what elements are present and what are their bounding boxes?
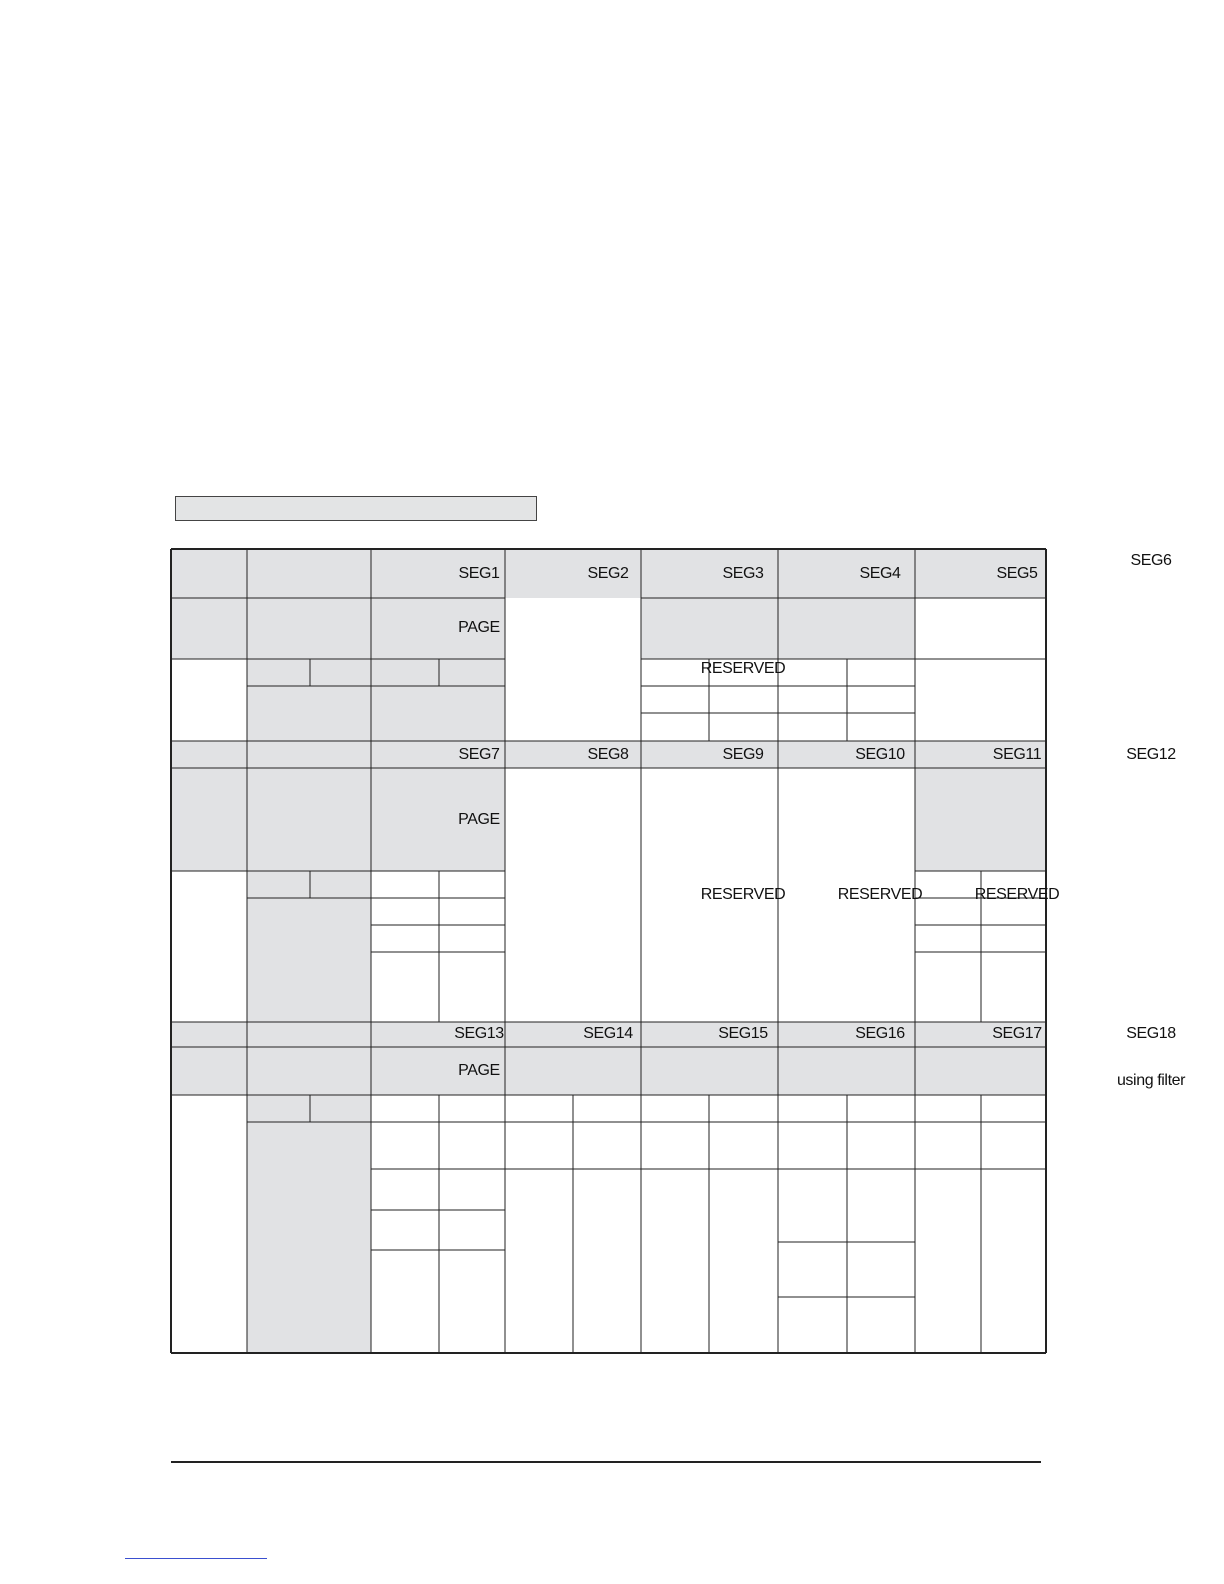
header-seg12: SEG12 <box>1126 746 1176 763</box>
section-caption-box <box>175 496 537 521</box>
header-seg14: SEG14 <box>583 1025 633 1042</box>
subheader-2a <box>247 871 371 898</box>
subheader-1b <box>371 659 505 686</box>
header-seg10: SEG10 <box>855 746 905 763</box>
header-seg3: SEG3 <box>722 565 764 582</box>
page-row-2-left <box>171 768 505 871</box>
header-seg6: SEG6 <box>1130 552 1172 569</box>
reserved-label-seg10: RESERVED <box>837 886 923 903</box>
detail-block-1 <box>247 686 505 741</box>
detail-block-2 <box>247 898 371 1022</box>
header-seg4: SEG4 <box>859 565 901 582</box>
header-seg7: SEG7 <box>458 746 500 763</box>
page-label-2: PAGE <box>458 811 500 828</box>
header-seg13: SEG13 <box>454 1025 504 1042</box>
reserved-label-seg3: RESERVED <box>700 660 786 677</box>
reserved-label-seg9: RESERVED <box>700 886 786 903</box>
page-label-1: PAGE <box>458 619 500 636</box>
header-seg11: SEG11 <box>992 746 1042 763</box>
header-seg2: SEG2 <box>587 565 629 582</box>
reserved-label-seg11: RESERVED <box>974 886 1060 903</box>
header-seg16: SEG16 <box>855 1025 905 1042</box>
segment-layout-table <box>171 548 1047 1355</box>
header-seg9: SEG9 <box>722 746 764 763</box>
header-seg15: SEG15 <box>718 1025 768 1042</box>
filter-label: using filter <box>1116 1072 1186 1089</box>
detail-block-3 <box>247 1122 371 1353</box>
footer-link-underline <box>125 1558 267 1559</box>
header-seg5: SEG5 <box>996 565 1038 582</box>
header-seg8: SEG8 <box>587 746 629 763</box>
footer-rule <box>171 1461 1041 1463</box>
page-row-1-left <box>171 598 505 659</box>
subheader-1a <box>247 659 371 686</box>
page-label-3: PAGE <box>458 1062 500 1079</box>
header-seg1: SEG1 <box>458 565 500 582</box>
header-seg17: SEG17 <box>992 1025 1042 1042</box>
subheader-3a <box>247 1095 371 1122</box>
page-row-2-right <box>915 768 1046 871</box>
header-seg18: SEG18 <box>1126 1025 1176 1042</box>
